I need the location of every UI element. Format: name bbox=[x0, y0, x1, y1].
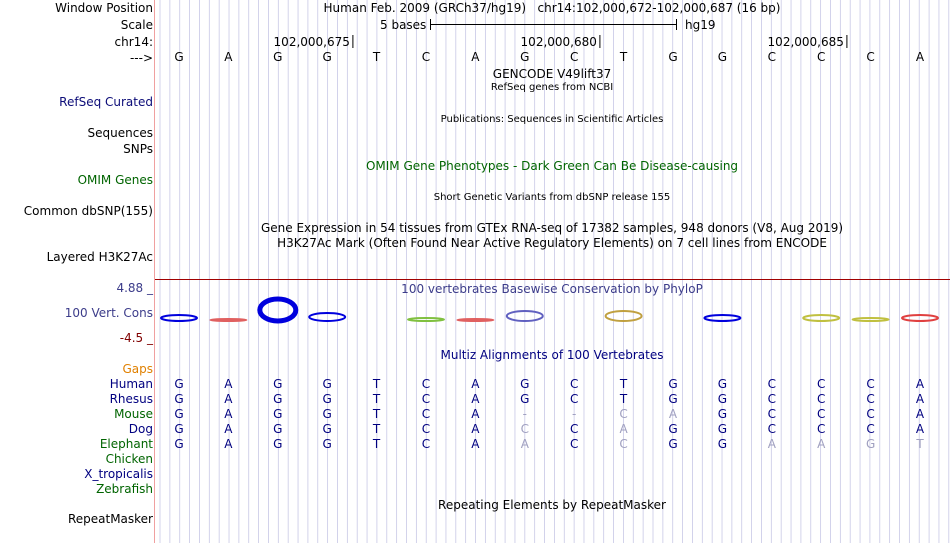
alignment-base: G bbox=[174, 422, 184, 436]
track-title-publications[interactable]: Publications: Sequences in Scientific Articles bbox=[440, 114, 664, 125]
alignment-base: C bbox=[767, 377, 776, 391]
alignment-base: A bbox=[224, 407, 233, 421]
alignment-base: C bbox=[421, 422, 431, 436]
alignment-base: G bbox=[520, 392, 530, 406]
cons-logo-glyph bbox=[902, 315, 938, 321]
ruler-tick-label: 102,000,675 bbox=[273, 35, 350, 49]
track-label-h3k27ac[interactable]: Layered H3K27Ac bbox=[46, 250, 153, 264]
track-label-omim[interactable]: OMIM Genes bbox=[77, 173, 153, 187]
alignment-base: G bbox=[520, 377, 530, 391]
ruler-tick-label: 102,000,680 bbox=[520, 35, 597, 49]
alignment-base: A bbox=[817, 437, 826, 451]
track-title-repeatmasker[interactable]: Repeating Elements by RepeatMasker bbox=[438, 498, 666, 512]
alignment-base: A bbox=[224, 422, 233, 436]
track-title-gencode[interactable]: GENCODE V49lift37 bbox=[492, 67, 612, 81]
alignment-base: G bbox=[717, 392, 728, 406]
ruler-tick-label: 102,000,685 bbox=[767, 35, 844, 49]
alignment-base: G bbox=[174, 377, 184, 391]
alignment-base: C bbox=[421, 437, 431, 451]
alignment-base: G bbox=[717, 422, 728, 436]
alignment-base: G bbox=[865, 437, 876, 451]
species-label-chicken[interactable]: Chicken bbox=[105, 452, 153, 466]
alignment-base: A bbox=[224, 437, 233, 451]
ref-base: A bbox=[471, 50, 480, 64]
ref-base: T bbox=[372, 50, 381, 64]
alignment-base: C bbox=[421, 377, 431, 391]
cons-logo-glyph bbox=[853, 318, 889, 321]
ref-base: T bbox=[619, 50, 628, 64]
species-label-elephant[interactable]: Elephant bbox=[99, 437, 153, 451]
alignment-base: A bbox=[915, 392, 925, 406]
alignment-base: A bbox=[915, 422, 925, 436]
track-label-snps[interactable]: SNPs bbox=[123, 142, 153, 156]
ref-base: G bbox=[520, 50, 530, 64]
alignment-base: C bbox=[816, 392, 826, 406]
position-text: chr14:102,000,672-102,000,687 (16 bp) bbox=[537, 1, 781, 15]
alignment-base: T bbox=[372, 392, 381, 406]
alignment-base: G bbox=[174, 407, 184, 421]
track-label-dbsnp[interactable]: Common dbSNP(155) bbox=[23, 204, 153, 218]
track-label-refseq[interactable]: RefSeq Curated bbox=[59, 95, 153, 109]
alignment-base: A bbox=[471, 392, 480, 406]
alignment-base: G bbox=[322, 437, 332, 451]
cons-logo-glyph bbox=[704, 315, 740, 321]
alignment-base: C bbox=[816, 422, 826, 436]
scale-label: Scale bbox=[120, 18, 153, 32]
alignment-base: A bbox=[471, 407, 480, 421]
track-title-refseq[interactable]: RefSeq genes from NCBI bbox=[490, 82, 614, 93]
track-title-multiz[interactable]: Multiz Alignments of 100 Vertebrates bbox=[440, 348, 664, 362]
ref-base: A bbox=[915, 50, 925, 64]
alignment-base: T bbox=[372, 422, 381, 436]
alignment-base: T bbox=[619, 392, 628, 406]
alignment-base: T bbox=[916, 437, 924, 451]
alignment-base: A bbox=[224, 377, 233, 391]
alignment-base: A bbox=[915, 377, 925, 391]
alignment-base: G bbox=[717, 407, 728, 421]
alignment-base: A bbox=[224, 392, 233, 406]
alignment-base: T bbox=[372, 437, 381, 451]
track-title-gtex[interactable]: Gene Expression in 54 tissues from GTEx RNA-seq of 17382 samples, 948 donors (V8, Aug 2019) bbox=[260, 221, 844, 235]
alignment-base: A bbox=[767, 437, 776, 451]
species-label-mouse[interactable]: Mouse bbox=[114, 407, 153, 421]
alignment-base: A bbox=[915, 407, 925, 421]
alignment-base: C bbox=[866, 422, 875, 436]
species-label-x_tropicalis[interactable]: X_tropicalis bbox=[84, 467, 153, 481]
track-label-repeatmasker[interactable]: RepeatMasker bbox=[67, 512, 153, 526]
alignment-base: G bbox=[668, 377, 678, 391]
alignment-base: T bbox=[372, 377, 381, 391]
cons-logo-glyph bbox=[606, 311, 642, 321]
alignment-base: G bbox=[668, 437, 678, 451]
alignment-base: G bbox=[322, 392, 332, 406]
alignment-base: C bbox=[569, 437, 579, 451]
track-label-cons[interactable]: 100 Vert. Cons bbox=[64, 306, 153, 320]
ref-base: C bbox=[817, 50, 826, 64]
alignment-base: - bbox=[522, 407, 527, 421]
species-label-rhesus[interactable]: Rhesus bbox=[109, 392, 153, 406]
alignment-base: - bbox=[572, 407, 577, 421]
alignment-base: C bbox=[767, 422, 776, 436]
chrom-label: chr14: bbox=[114, 35, 153, 49]
alignment-base: G bbox=[322, 422, 332, 436]
alignment-base: G bbox=[174, 437, 184, 451]
alignment-base: C bbox=[569, 422, 579, 436]
alignment-base: C bbox=[767, 392, 776, 406]
ref-base: G bbox=[668, 50, 678, 64]
track-label-gaps[interactable]: Gaps bbox=[122, 362, 153, 376]
species-label-zebrafish[interactable]: Zebrafish bbox=[96, 482, 153, 496]
alignment-base: C bbox=[569, 392, 579, 406]
cons-max-label: 4.88 _ bbox=[116, 281, 153, 295]
cons-min-label: -4.5 _ bbox=[119, 331, 153, 345]
alignment-base: C bbox=[619, 437, 628, 451]
ref-base: C bbox=[767, 50, 776, 64]
track-title-omim[interactable]: OMIM Gene Phenotypes - Dark Green Can Be Disease-causing bbox=[365, 159, 739, 173]
alignment-base: C bbox=[767, 407, 776, 421]
cons-logo-glyph bbox=[210, 319, 246, 321]
alignment-base: G bbox=[273, 437, 283, 451]
alignment-base: C bbox=[619, 407, 628, 421]
alignment-base: C bbox=[816, 377, 826, 391]
alignment-base: C bbox=[520, 422, 529, 436]
alignment-base: A bbox=[668, 407, 678, 421]
cons-logo-glyph bbox=[408, 318, 444, 321]
scale-bar-label: 5 bases bbox=[380, 18, 427, 32]
db-label: hg19 bbox=[685, 18, 716, 32]
cons-logo-glyph bbox=[457, 319, 493, 321]
alignment-base: T bbox=[372, 407, 381, 421]
alignment-base: G bbox=[273, 377, 283, 391]
alignment-base: A bbox=[471, 437, 480, 451]
cons-logo-glyph bbox=[161, 315, 197, 321]
alignment-base: C bbox=[816, 407, 826, 421]
alignment-base: G bbox=[174, 392, 184, 406]
strand-label: ---> bbox=[129, 51, 153, 65]
ref-base: G bbox=[174, 50, 184, 64]
ref-base: C bbox=[866, 50, 875, 64]
alignment-base: G bbox=[322, 377, 332, 391]
alignment-base: G bbox=[273, 392, 283, 406]
alignment-base: G bbox=[668, 422, 678, 436]
alignment-base: C bbox=[866, 407, 875, 421]
ref-base: A bbox=[224, 50, 233, 64]
alignment-base: C bbox=[866, 377, 875, 391]
ref-base: G bbox=[273, 50, 283, 64]
ref-base: C bbox=[570, 50, 579, 64]
alignment-base: C bbox=[421, 407, 431, 421]
alignment-base: G bbox=[273, 407, 283, 421]
species-label-dog[interactable]: Dog bbox=[128, 422, 153, 436]
alignment-base: C bbox=[866, 392, 875, 406]
cons-logo-glyph bbox=[309, 313, 345, 321]
alignment-base: C bbox=[569, 377, 579, 391]
ref-base: C bbox=[421, 50, 431, 64]
track-label-sequences[interactable]: Sequences bbox=[87, 126, 153, 140]
alignment-base: G bbox=[717, 437, 728, 451]
alignment-base: G bbox=[273, 422, 283, 436]
ref-base: G bbox=[322, 50, 332, 64]
alignment-base: G bbox=[717, 377, 728, 391]
cons-logo-glyph bbox=[803, 315, 839, 321]
cons-logo-glyph bbox=[507, 311, 543, 321]
track-title-cons[interactable]: 100 vertebrates Basewise Conservation by PhyloP bbox=[401, 282, 703, 296]
alignment-base: A bbox=[619, 422, 628, 436]
alignment-base: T bbox=[619, 377, 628, 391]
alignment-base: A bbox=[471, 377, 480, 391]
alignment-base: A bbox=[471, 422, 480, 436]
window-position-label: Window Position bbox=[55, 1, 153, 15]
cons-logo-glyph bbox=[260, 299, 296, 321]
alignment-base: G bbox=[668, 392, 678, 406]
track-title-h3k27ac[interactable]: H3K27Ac Mark (Often Found Near Active Regulatory Elements) on 7 cell lines from ENCODE bbox=[277, 236, 827, 250]
species-label-human[interactable]: Human bbox=[109, 377, 153, 391]
alignment-base: C bbox=[421, 392, 431, 406]
track-title-dbsnp[interactable]: Short Genetic Variants from dbSNP release 155 bbox=[433, 192, 671, 203]
ref-base: G bbox=[717, 50, 728, 64]
assembly-text: Human Feb. 2009 (GRCh37/hg19) bbox=[323, 1, 527, 15]
alignment-base: A bbox=[520, 437, 529, 451]
alignment-base: G bbox=[322, 407, 332, 421]
